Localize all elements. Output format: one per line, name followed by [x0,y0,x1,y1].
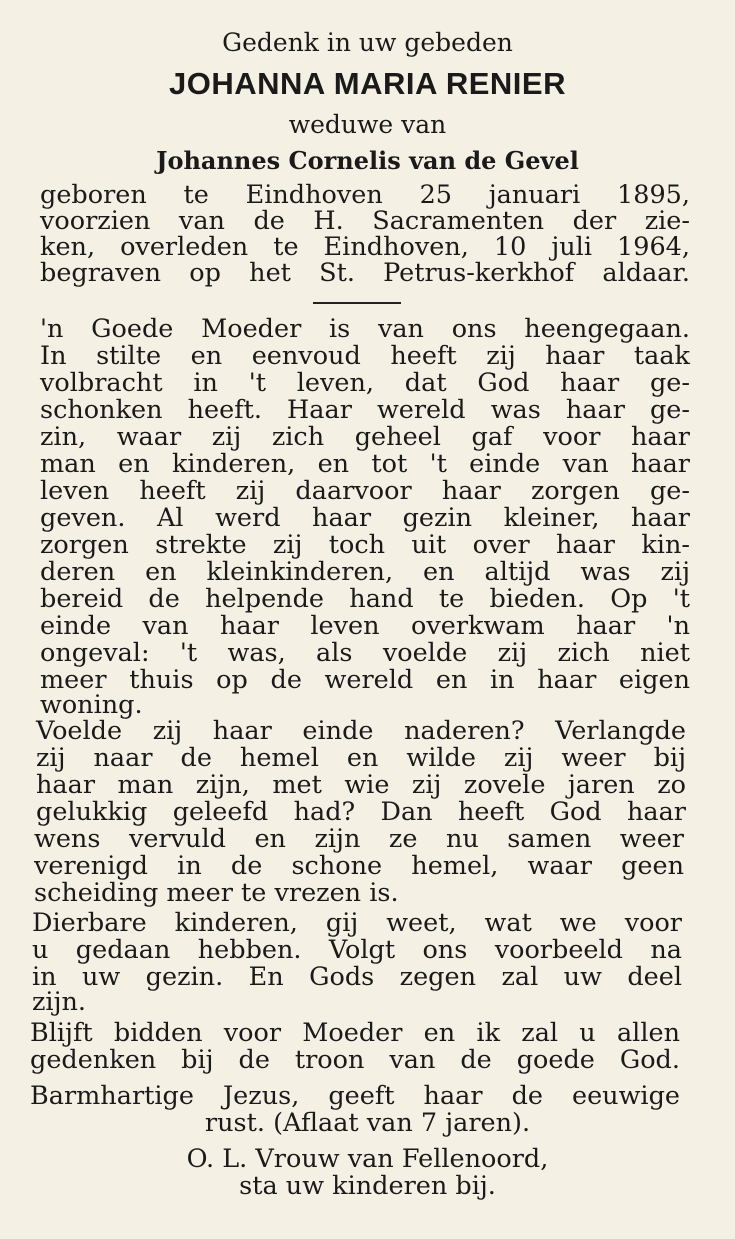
body-line: Voelde zij haar einde naderen? Verlangde [36,716,686,746]
body-line: einde van haar leven overkwam haar 'n [40,611,690,641]
body-line: In stilte en eenvoud heeft zij haar taak [40,341,690,371]
closing-line: sta uw kinderen bij. [239,1171,496,1201]
body-line: meer thuis op de wereld en in haar eigen [40,665,690,695]
deceased-name: JOHANNA MARIA RENIER [169,66,566,101]
body-line: deren en kleinkinderen, en altijd was zij [40,557,690,587]
body-line: wens vervuld en zijn ze nu samen weer [34,824,684,854]
body-line: scheiding meer te vrezen is. [34,878,399,908]
body-line: schonken heeft. Haar wereld was haar ge- [40,395,690,425]
bio-line: voorzien van de H. Sacramenten der zie- [40,206,690,236]
body-line: ongeval: 't was, als voelde zij zich niet [40,638,690,668]
body-line: woning. [40,690,143,720]
body-line: zij naar de hemel en wilde zij weer bij [36,743,686,773]
body-line: zorgen strekte zij toch uit over haar kin- [40,530,690,560]
widow-of-text: weduwe van [288,110,447,139]
body-line: Barmhartige Jezus, geeft haar de eeuwige [30,1081,680,1111]
body-line: in uw gezin. En Gods zegen zal uw deel [32,962,682,992]
body-line: zin, waar zij zich geheel gaf voor haar [40,422,690,452]
body-line: haar man zijn, met wie zij zovele jaren zo [36,770,686,800]
body-line: Blijft bidden voor Moeder en ik zal u allen [30,1018,680,1048]
body-line: zijn. [32,987,87,1017]
bio-line: begraven op het St. Petrus-kerkhof aldaar. [40,258,690,288]
body-line: Dierbare kinderen, gij weet, wat we voor [32,908,682,938]
body-line: leven heeft zij daarvoor haar zorgen ge- [40,476,690,506]
body-line: 'n Goede Moeder is van ons heengegaan. [40,314,690,344]
body-line: geven. Al werd haar gezin kleiner, haar [40,503,690,533]
body-line: man en kinderen, en tot 't einde van haar [40,449,690,479]
body-line: u gedaan hebben. Volgt ons voorbeeld na [32,935,682,965]
body-line: rust. (Aflaat van 7 jaren). [204,1108,531,1138]
body-line: volbracht in 't leven, dat God haar ge- [40,368,690,398]
body-line: verenigd in de schone hemel, waar geen [34,851,684,881]
closing-line: O. L. Vrouw van Fellenoord, [186,1144,549,1174]
bio-line: geboren te Eindhoven 25 januari 1895, [40,180,690,210]
bio-line: ken, overleden te Eindhoven, 10 juli 1964, [40,232,690,262]
husband-name: Johannes Cornelis van de Gevel [156,146,579,175]
divider-rule [313,302,401,304]
body-line: gedenken bij de troon van de goede God. [30,1045,680,1075]
body-line: bereid de helpende hand te bieden. Op 't [40,584,690,614]
body-line: gelukkig geleefd had? Dan heeft God haar [36,797,686,827]
intro-text: Gedenk in uw gebeden [222,28,513,57]
